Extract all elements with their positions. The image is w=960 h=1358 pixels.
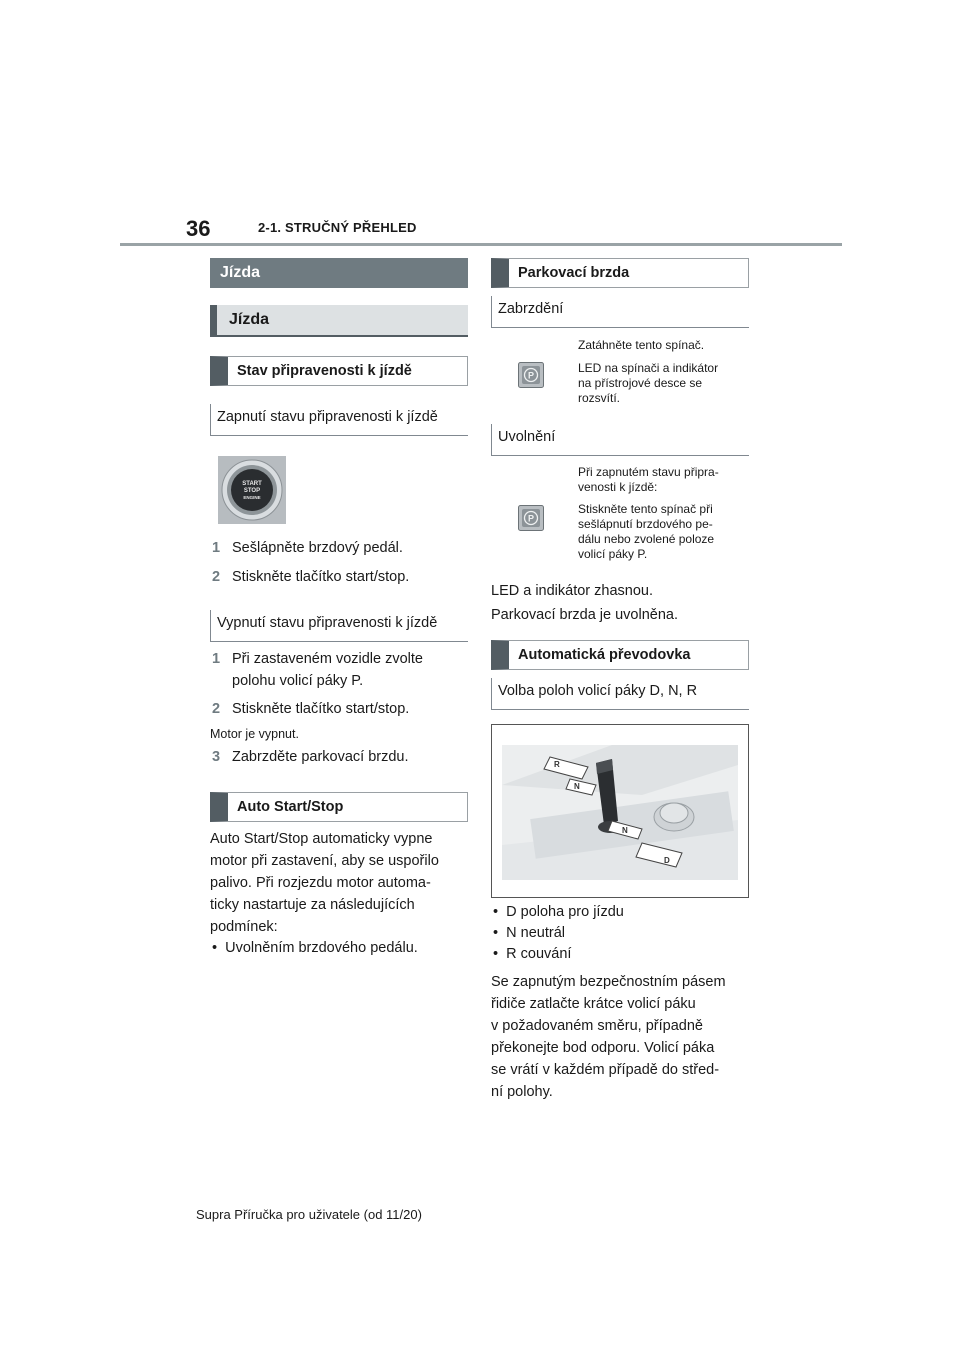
step-text-line-2: polohu volicí páky P.: [232, 673, 364, 689]
after-release-1: LED a indikátor zhasnou.: [491, 583, 654, 599]
release-text-line: sešlápnutí brzdového pe-: [578, 517, 713, 531]
auto-start-paragraph: [210, 828, 439, 938]
on-step-1: [212, 537, 403, 559]
start-stop-button-icon: [218, 456, 286, 524]
gear-selector-illustration: [491, 724, 749, 898]
release-text-line: Při zapnutém stavu připra-: [578, 465, 719, 479]
release-text-line: dálu nebo zvolené poloze: [578, 532, 715, 546]
subsection-title: Jízda: [210, 305, 468, 337]
release-text-line: venosti k jízdě:: [578, 480, 658, 494]
lever-label-n-lower: N: [622, 826, 628, 835]
para-line: ní polohy.: [491, 1084, 553, 1100]
engine-off-note: Motor je vypnut.: [210, 727, 299, 741]
page-footer: Supra Příručka pro uživatele (od 11/20): [196, 1207, 422, 1222]
off-step-1: [212, 648, 423, 692]
lever-label-r: R: [554, 760, 560, 769]
release-description: [578, 465, 750, 562]
apply-text-line: rozsvítí.: [578, 391, 621, 405]
parking-brake-switch-image: [518, 362, 544, 388]
para-line: řidiče zatlačte krátce volicí páku: [491, 996, 696, 1012]
para-line: palivo. Při rozjezdu motor automa-: [210, 875, 431, 891]
parking-brake-icon: [518, 362, 544, 388]
apply-text-line: Zatáhněte tento spínač.: [578, 338, 705, 352]
readiness-off-heading: Vypnutí stavu připravenosti k jízdě: [210, 610, 468, 642]
para-line: překonejte bod odporu. Volicí páka: [491, 1040, 715, 1056]
lever-label-n-upper: N: [574, 782, 580, 791]
bullet-icon: •: [493, 925, 507, 941]
step-number: 1: [212, 651, 221, 667]
parking-brake-icon: [518, 505, 544, 531]
para-line: Auto Start/Stop automaticky vypne: [210, 831, 433, 847]
bullet-item: • R couvání: [493, 946, 572, 962]
para-line: se vrátí v každém případě do střed-: [491, 1062, 720, 1078]
parking-brake-switch-image-2: [518, 505, 544, 531]
lever-label-d: D: [664, 856, 670, 865]
header-rule: [120, 243, 842, 246]
step-number: 1: [212, 540, 221, 556]
off-step-3: [212, 746, 409, 768]
off-step-2: [212, 698, 409, 720]
apply-text-line: LED na spínači a indikátor: [578, 361, 719, 375]
transmission-heading: Automatická převodovka: [491, 640, 749, 670]
parking-brake-heading: Parkovací brzda: [491, 258, 749, 288]
release-heading: Uvolnění: [491, 424, 749, 456]
apply-description: [578, 338, 750, 406]
apply-text-line: na přístrojové desce se: [578, 376, 703, 390]
parking-icon-letter: P: [527, 370, 535, 381]
start-stop-button-image: [218, 456, 286, 524]
auto-start-bullet: • Uvolněním brzdového pedálu.: [212, 940, 418, 956]
button-label-engine: ENGINE: [243, 495, 261, 500]
button-label-stop: STOP: [243, 488, 261, 494]
step-text: Zabrzděte parkovací brzdu.: [232, 749, 409, 765]
step-text-line-1: Při zastaveném vozidle zvolte: [232, 651, 423, 667]
step-text: Stiskněte tlačítko start/stop.: [232, 569, 410, 585]
section-title: Jízda: [210, 258, 468, 288]
button-label-start: START: [242, 481, 262, 487]
bullet-icon: •: [493, 946, 507, 962]
step-number: 2: [212, 569, 221, 585]
transmission-paragraph: [491, 971, 726, 1103]
step-number: 2: [212, 701, 221, 717]
chapter-title: 2-1. STRUČNÝ PŘEHLED: [258, 220, 417, 235]
release-text-line: volicí páky P.: [578, 547, 648, 561]
page-number: 36: [186, 216, 211, 241]
para-line: motor při zastavení, aby se uspořilo: [210, 853, 439, 869]
step-text: Stiskněte tlačítko start/stop.: [232, 701, 410, 717]
step-text: Sešlápněte brzdový pedál.: [232, 540, 403, 556]
bullet-item: • N neutrál: [493, 925, 565, 941]
bullet-item: • D poloha pro jízdu: [493, 904, 624, 920]
transmission-bullets: [493, 902, 624, 965]
gear-lever-drawing: [492, 725, 748, 897]
after-release-2: Parkovací brzda je uvolněna.: [491, 607, 678, 623]
bullet-icon: •: [493, 904, 507, 920]
bullet-icon: •: [212, 940, 226, 956]
step-number: 3: [212, 749, 221, 765]
readiness-on-heading: Zapnutí stavu připravenosti k jízdě: [210, 404, 468, 436]
para-line: Se zapnutým bezpečnostním pásem: [491, 974, 726, 990]
on-step-2: [212, 566, 409, 588]
apply-heading: Zabrzdění: [491, 296, 749, 328]
readiness-heading: Stav připravenosti k jízdě: [210, 356, 468, 386]
para-line: ticky nastartuje za následujících: [210, 897, 415, 913]
selector-heading: Volba poloh volicí páky D, N, R: [491, 678, 749, 710]
release-text-line: Stiskněte tento spínač při: [578, 502, 713, 516]
para-line: v požadovaném směru, případně: [491, 1018, 703, 1034]
auto-start-heading: Auto Start/Stop: [210, 792, 468, 822]
para-line: podmínek:: [210, 919, 278, 935]
parking-icon-letter: P: [527, 513, 535, 524]
